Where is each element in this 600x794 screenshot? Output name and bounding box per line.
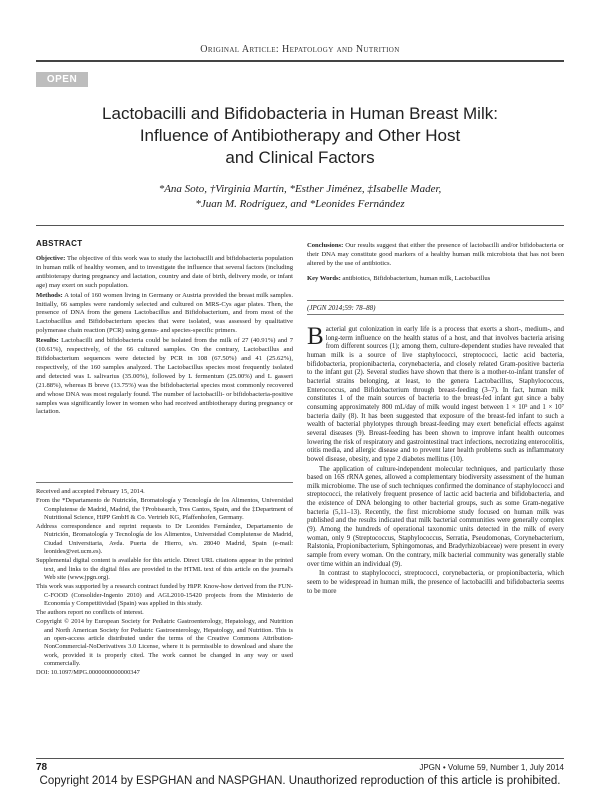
copyright-notice: Copyright 2014 by ESPGHAN and NASPGHAN. Unauthorized reproduction of this article is prohibited.	[39, 775, 561, 787]
footnotes	[36, 488, 293, 679]
title-line-1: Lactobacilli and Bifidobacteria in Human Breast Milk:	[102, 104, 498, 123]
abstract-keywords	[307, 275, 564, 284]
header-rule	[36, 60, 564, 62]
note-affiliations: From the *Departamento de Nutrición, Bromatología y Tecnología de los Alimentos, Universidad Complutense de Madrid, Madrid, the †Probisearch, Tres Cantos, Spain, and the ‡Department of Nutritional Science, HiPP GmbH & Co. Vertrieb KG, Pfaffenhofen, Germany.	[36, 497, 293, 521]
footer-rule	[36, 758, 564, 759]
notes-divider	[36, 482, 293, 483]
paragraph-1-text: acterial gut colonization in early life is a process that exerts a short-, medium-, and long-term influence on the health status of a host, and that involves bacteria arising from different sources (1); among them, culture-dependent studies have revealed that human milk is a source of live staphylococci, streptococci, lactic acid bacteria, bifidobacteria, propionibacteria, corynebacteria, and closely related Gram-positive bacteria to the infant gut (2). Several studies have shown that there is a mother-to-infant transfer of bacterial strains belonging, at least, to the genera Lactobacillus, Staphylococcus, Enterococcus, and Bifidobacterium through breast-feeding (3–7). In fact, human milk constitutes 1 of the main sources of bacteria to the breast-fed infant gut since a baby consuming approximately 800 mL/day of milk would ingest between 1 × 10⁵ and 1 × 10⁷ bacteria daily (8). It has been suggested that exposure of the breast-fed infant to such a wealth of bacterial phylotypes through breast-feeding may exert beneficial effects against several diseases (9). Breast-feeding has been shown to improve infant health outcomes lowering the risk of respiratory and gastrointestinal tract infections, necrotizing enterocolitis, otitis media, and allergic disease and to prevent later health problems such as inflammatory bowel disease, obesity, and type 2 diabetes mellitus (10).	[307, 326, 564, 463]
open-access-badge: OPEN	[36, 72, 88, 87]
title-line-3: and Clinical Factors	[225, 148, 375, 167]
methods-text: A total of 160 women living in Germany or Austria provided the breast milk samples. Initially, 66 samples were randomly selected and cultured on MRS-Cys agar plates. Then, the presence of DNA from the genera Lactobacillus and Bifidobacterium, and from most of the Lactobacillus and Bifidobacterium species that were isolated, was assessed by qualitative polymerase chain reaction (PCR) using genus- and species-specific primers.	[36, 291, 293, 335]
note-supplemental: Supplemental digital content is available for this article. Direct URL citations appear in the printed text, and links to the digital files are provided in the HTML text of this article on the journal's Web site (www.jpgn.org).	[36, 557, 293, 581]
note-funding: This work was supported by a research contract funded by HiPP. Know-how derived from the FUN-C-FOOD (Consolider-Ingenio 2010) and AGL2010-15420 projects from the Ministerio de Economía y Competitividad (Spain) was applied in this study.	[36, 583, 293, 607]
title-line-2: Influence of Antibiotherapy and Other Host	[139, 126, 461, 145]
authors-line-1: *Ana Soto, †Virginia Martín, *Esther Jiménez, ‡Isabelle Mader,	[158, 183, 442, 195]
methods-label: Methods:	[36, 291, 63, 299]
abstract-conclusions	[307, 242, 564, 269]
abstract-objective	[36, 255, 293, 291]
abstract-heading: ABSTRACT	[36, 239, 83, 248]
conclusions-text: Our results suggest that either the presence of lactobacilli and/or bifidobacteria or their DNA may constitute good markers of a healthy human milk microbiota that has not been altered by the use of antibiotics.	[307, 242, 564, 267]
note-doi[interactable]: DOI: 10.1097/MPG.0000000000000347	[36, 669, 140, 677]
objective-text: The objective of this work was to study the lactobacilli and bifidobacteria population in human milk of healthy women, and to investigate the influence that several factors (including antibioterapy during pregnancy and lactation, country and date of birth, delivery mode, or infant age) may exert on such population.	[36, 255, 293, 289]
results-text: Lactobacilli and bifidobacteria could be isolated from the milk of 27 (40.91%) and 7 (10.61%), respectively, of the 66 cultured samples. On the contrary, Lactobacillus and Bifidobacterium sequences were detected by PCR in 108 (67.50%) and 41 (25.62%), respectively, of the 160 samples analyzed. The Lactobacillus species most frequently isolated and detected was L salivarius (35.00%), followed by L fermentum (25.00%) and L gasseri (21.88%), whereas B breve (13.75%) was the bifidobacterial species most commonly recovered and whose DNA was most regularly found. The number of lactobacilli- or bifidobacteria-positive samples was significantly lower in women who had received antibiotherapy during pregnancy or lactation.	[36, 337, 293, 416]
note-conflicts: The authors report no conflicts of interest.	[36, 609, 144, 617]
abstract-left-column	[36, 255, 293, 418]
authors-line-2: *Juan M. Rodríguez, and *Leonides Fernández	[195, 198, 405, 210]
body-paragraph-3: In contrast to staphylococci, streptococci, corynebacteria, or propionibacteria, which seem to be widespread in human milk, the presence of lactobacilli and bifidobacteria seems to be more	[307, 570, 564, 595]
objective-label: Objective:	[36, 255, 66, 262]
body-paragraph-1	[307, 323, 564, 465]
author-list	[40, 182, 560, 212]
note-received: Received and accepted February 15, 2014.	[36, 488, 145, 495]
abstract-rule	[36, 225, 564, 226]
note-copyright: Copyright © 2014 by European Society for Pediatric Gastroenterology, Hepatology, and Nutrition and North American Society for Pediatric Gastroenterology, Hepatology, and Nutrition. This is an open-access article distributed under the terms of the Creative Commons Attribution-NonCommercial-NoDerivatives 3.0 License, where it is permissible to download and share the work, provided it is properly cited. The work cannot be changed in any way or used commercially.	[36, 618, 293, 667]
article-title	[40, 103, 560, 169]
note-correspondence: Address correspondence and reprint requests to Dr Leonides Fernández, Departamento de Nutrición, Bromatología y Tecnología de los Alimentos, Universidad Complutense de Madrid, Ciudad Universitaria, Avda. Puerta de Hierro, s/n. 28040 Madrid, Spain (e-mail: leonides@vet.ucm.es).	[36, 523, 293, 556]
keywords-rule	[307, 300, 564, 301]
abstract-results	[36, 337, 293, 417]
journal-footer: JPGN • Volume 59, Number 1, July 2014	[419, 763, 564, 772]
keywords-label: Key Words:	[307, 274, 341, 282]
keywords-text: antibiotics, Bifidobacterium, human milk, Lactobacillus	[342, 274, 491, 282]
page-number: 78	[36, 762, 48, 773]
abstract-right-column	[307, 242, 564, 285]
body-paragraph-2: The application of culture-independent molecular techniques, and particularly those based on 16S rRNA genes, allowed a complementary biodiversity assessment of the human milk microbiome. The use of such techniques confirmed the dominance of staphylococci and streptococci, the relatively frequent presence of lactic acid bacteria and bifidobacteria, and the existence of DNA belonging to other bacterial groups, such as some Gram-negative bacteria (5,11–13). Recently, the first microbiome study focused on human milk was published and the results indicated that milk bacterial communities were generally complex (9). Among the hundreds of operational taxonomic units detected in the milk of every woman, only 9 (Streptococcus, Staphylococcus, Serratia, Pseudomonas, Corynebacterium, Ralstonia, Propionibacterium, Sphingomonas, and Bradyrhizobiaceae) were present in every sample from every woman. On the contrary, milk bacterial community was generally stable over time within an individual (9).	[307, 465, 564, 568]
citation-rule	[307, 314, 564, 315]
journal-citation: (JPGN 2014;59: 78–88)	[307, 304, 376, 312]
abstract-methods	[36, 292, 293, 337]
section-header: Original Article: Hepatology and Nutrition	[200, 44, 400, 55]
conclusions-label: Conclusions:	[307, 242, 344, 249]
article-body	[307, 323, 564, 597]
drop-cap: B	[307, 323, 324, 350]
results-label: Results:	[36, 337, 59, 345]
